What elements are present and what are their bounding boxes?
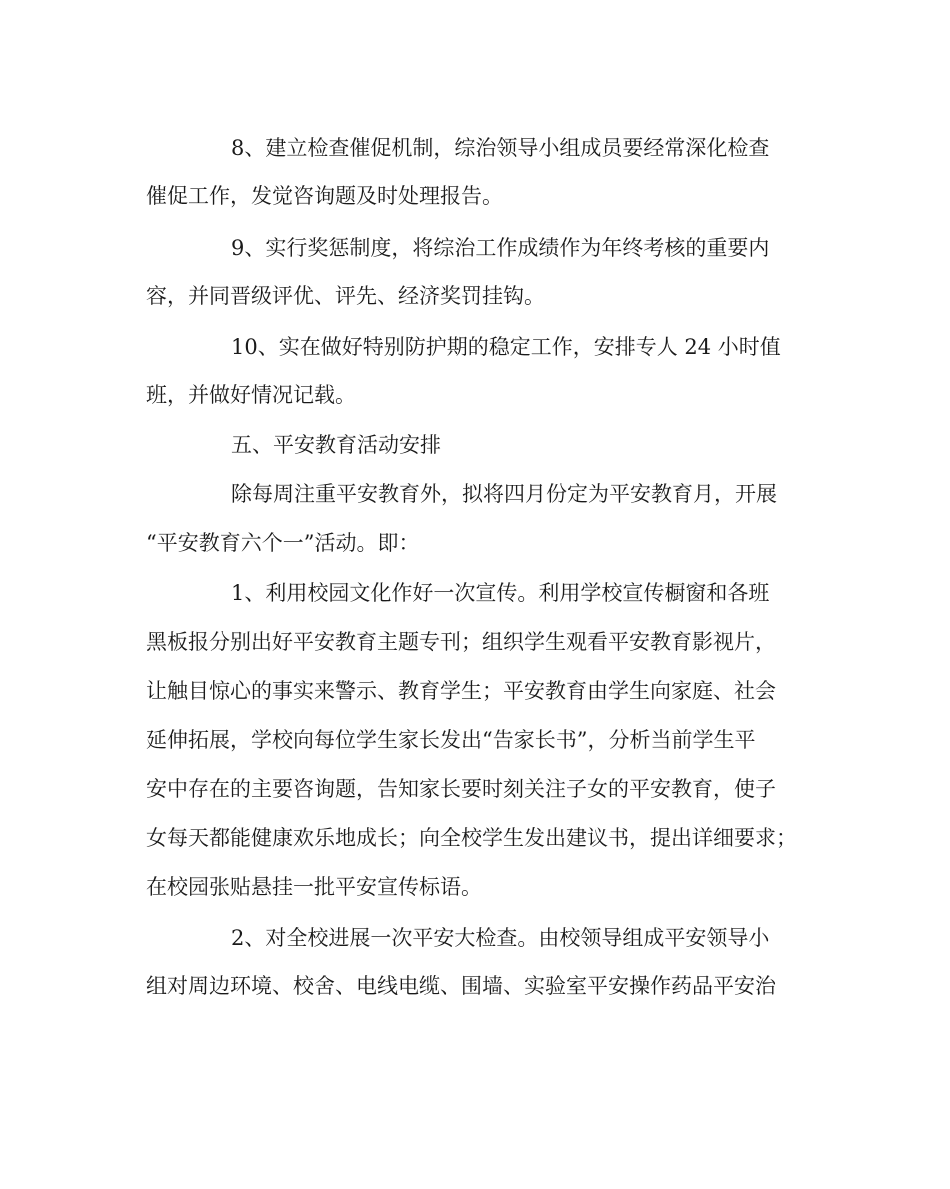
activity-1-line-2: 黑板报分别出好平安教育主题专刊；组织学生观看平安教育影视片， bbox=[146, 630, 776, 654]
section-intro-line-1: 除每周注重平安教育外，拟将四月份定为平安教育月，开展 bbox=[231, 482, 777, 506]
item-10-line-2: 班，并做好情况记载。 bbox=[146, 383, 356, 407]
item-8-line-1: 8、建立检查催促机制，综治领导小组成员要经常深化检查 bbox=[231, 136, 770, 160]
item-8-line-2: 催促工作，发觉咨询题及时处理报告。 bbox=[146, 184, 503, 208]
activity-2-line-1: 2、对全校进展一次平安大检查。由校领导组成平安领导小 bbox=[231, 926, 770, 950]
item-9-line-1: 9、实行奖惩制度，将综治工作成绩作为年终考核的重要内 bbox=[231, 236, 770, 260]
section-heading: 五、平安教育活动安排 bbox=[231, 433, 441, 457]
activity-1-line-5: 安中存在的主要咨询题，告知家长要时刻关注子女的平安教育，使子 bbox=[146, 777, 776, 801]
activity-1-line-1: 1、利用校园文化作好一次宣传。利用学校宣传橱窗和各班 bbox=[231, 581, 770, 605]
section-intro-line-2: “平安教育六个一”活动。即： bbox=[146, 531, 420, 555]
activity-1-line-6: 女每天都能健康欢乐地成长；向全校学生发出建议书，提出详细要求； bbox=[146, 826, 797, 850]
activity-1-line-3: 让触目惊心的事实来警示、教育学生；平安教育由学生向家庭、社会 bbox=[146, 679, 776, 703]
activity-2-line-2: 组对周边环境、校舍、电线电缆、围墙、实验室平安操作药品平安治 bbox=[146, 974, 776, 998]
activity-1-line-4: 延伸拓展，学校向每位学生家长发出“告家长书”，分析当前学生平 bbox=[146, 728, 756, 752]
item-10-line-1: 10、实在做好特别防护期的稳定工作，安排专人 24 小时值 bbox=[231, 335, 781, 359]
item-9-line-2: 容，并同晋级评优、评先、经济奖罚挂钩。 bbox=[146, 284, 545, 308]
activity-1-line-7: 在校园张贴悬挂一批平安宣传标语。 bbox=[146, 875, 482, 899]
